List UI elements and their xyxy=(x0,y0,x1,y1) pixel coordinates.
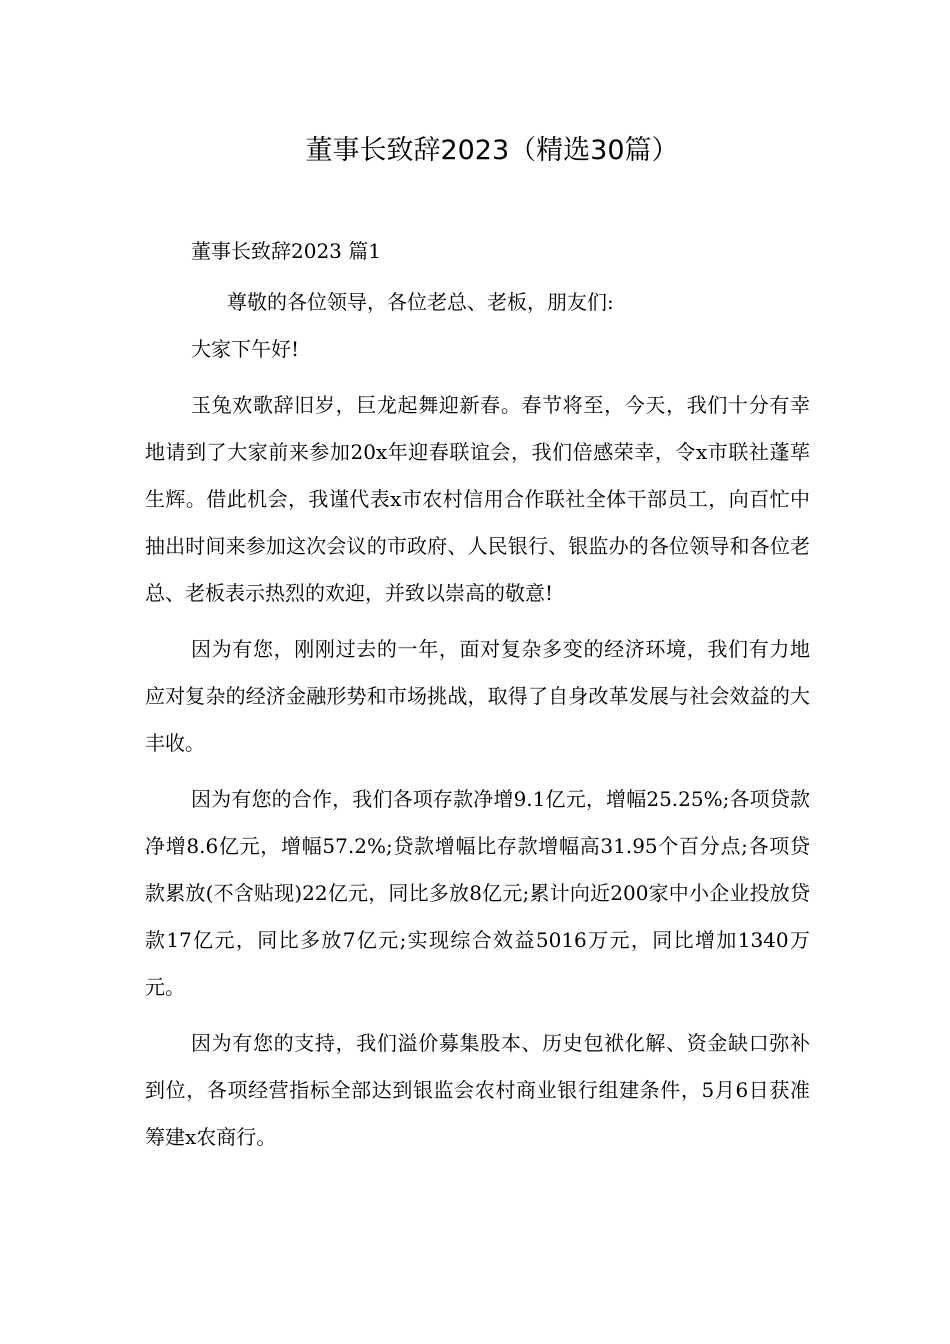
salutation-line: 大家下午好! xyxy=(191,337,300,361)
paragraph: 因为有您的支持，我们溢价募集股本、历史包袱化解、资金缺口弥补到位，各项经营指标全部达到银监会农村商业银行组建条件，5月6日获准筹建x农商行。 xyxy=(145,1031,810,1149)
paragraph: 因为有您的合作，我们各项存款净增9.1亿元，增幅25.25%;各项贷款净增8.6亿元，增幅57.2%;贷款增幅比存款增幅高31.95个百分点;各项贷款累放(不含贴现)22亿元，同比多放8亿元;累计向近200家中小企业投放贷款17亿元，同比多放7亿元;实现综合效益5016万元，同比增加1340万元。 xyxy=(145,787,810,999)
greeting-line: 尊敬的各位领导，各位老总、老板，朋友们: xyxy=(227,290,614,314)
section-heading: 董事长致辞2023 篇1 xyxy=(191,239,381,263)
paragraph: 玉兔欢歌辞旧岁，巨龙起舞迎新春。春节将至，今天，我们十分有幸地请到了大家前来参加20x年迎春联谊会，我们倍感荣幸，令x市联社蓬荜生辉。借此机会，我谨代表x市农村信用合作联社全体干部员工，向百忙中抽出时间来参加这次会议的市政府、人民银行、银监办的各位领导和各位老总、老板表示热烈的欢迎，并致以崇高的敬意! xyxy=(145,393,810,605)
paragraph: 因为有您，刚刚过去的一年，面对复杂多变的经济环境，我们有力地应对复杂的经济金融形势和市场挑战，取得了自身改革发展与社会效益的大丰收。 xyxy=(145,637,810,755)
document-body xyxy=(145,228,810,1161)
document-title: 董事长致辞2023（精选30篇） xyxy=(305,135,679,166)
